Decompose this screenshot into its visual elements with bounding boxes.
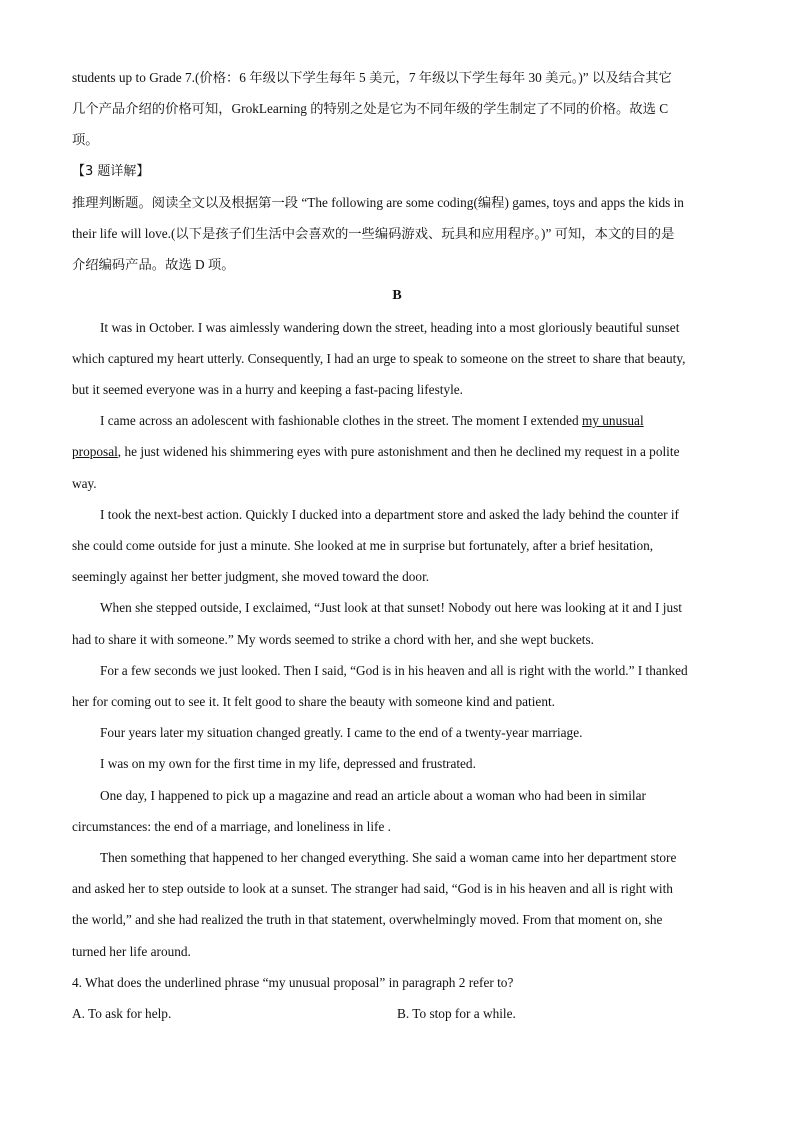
underlined-phrase: proposal xyxy=(72,444,118,460)
passage-line: I took the next-best action. Quickly I ducked into a department store and asked the lady behind the counter if xyxy=(100,506,679,522)
passage-line: which captured my heart utterly. Consequently, I had an urge to speak to someone on the street to share that beauty, xyxy=(72,350,686,366)
q3-explanation-line: 推理判断题。阅读全文以及根据第一段 “The following are some coding(编程) games, toys and apps the kids in xyxy=(72,194,684,210)
passage-line: For a few seconds we just looked. Then I said, “God is in his heaven and all is right with the world.” I thanked xyxy=(100,662,688,678)
passage-line: and asked her to step outside to look at a sunset. The stranger had said, “God is in his heaven and all is right with xyxy=(72,881,673,897)
q3-explanation-line: 介绍编码产品。故选 D 项。 xyxy=(72,257,235,273)
passage-text: , he just widened his shimmering eyes with pure astonishment and then he declined my request in a polite xyxy=(117,444,680,460)
passage-line: One day, I happened to pick up a magazine and read an article about a woman who had been in similar xyxy=(100,787,646,803)
passage-line: but it seemed everyone was in a hurry and keeping a fast-pacing lifestyle. xyxy=(72,382,464,398)
passage-line: had to share it with someone.” My words seemed to strike a chord with her, and she wept buckets. xyxy=(72,631,594,647)
section-title: B xyxy=(392,288,402,304)
option-a: A. To ask for help. xyxy=(72,1006,172,1022)
passage-line: way. xyxy=(72,475,97,491)
passage-line xyxy=(72,436,722,467)
q3-header: 【3 题详解】 xyxy=(72,163,150,179)
passage-line: the world,” and she had realized the truth in that statement, overwhelmingly moved. From that moment on, she xyxy=(72,912,663,928)
passage-line: Then something that happened to her changed everything. She said a woman came into her department store xyxy=(100,850,677,866)
answer-options xyxy=(72,998,722,1029)
passage-line: circumstances: the end of a marriage, and loneliness in life . xyxy=(72,818,392,834)
passage-line: It was in October. I was aimlessly wandering down the street, heading into a most gloriously beautiful sunset xyxy=(100,319,680,335)
option-b: B. To stop for a while. xyxy=(397,1006,516,1022)
passage-text: I came across an adolescent with fashionable clothes in the street. The moment I extended xyxy=(100,413,582,429)
underlined-phrase: my unusual xyxy=(581,413,644,429)
answer-text-line: students up to Grade 7.(价格：6 年级以下学生每年 5 美元，7 年级以下学生每年 30 美元。)” 以及结合其它 xyxy=(72,70,672,85)
answer-text-line: 几个产品介绍的价格可知，GrokLearning 的特别之处是它为不同年级的学生制定了不同的价格。故选 C xyxy=(72,101,669,117)
passage-line: When she stepped outside, I exclaimed, “Just look at that sunset! Nobody out here was looking at it and I just xyxy=(100,600,682,616)
passage-line: I was on my own for the first time in my life, depressed and frustrated. xyxy=(100,756,476,772)
passage-line: Four years later my situation changed greatly. I came to the end of a twenty-year marriage. xyxy=(100,725,583,741)
passage-line: her for coming out to see it. It felt good to share the beauty with someone kind and patient. xyxy=(72,694,555,710)
q3-explanation-line: their life will love.(以下是孩子们生活中会喜欢的一些编码游戏、玩具和应用程序。)” 可知，本文的目的是 xyxy=(72,226,675,242)
question-4: 4. What does the underlined phrase “my unusual proposal” in paragraph 2 refer to? xyxy=(72,974,514,990)
answer-text-line: 项。 xyxy=(72,132,99,148)
passage-line: seemingly against her better judgment, she moved toward the door. xyxy=(72,569,430,585)
passage-line xyxy=(72,405,722,436)
passage-line: she could come outside for just a minute. She looked at me in surprise but fortunately, after a brief hesitation, xyxy=(72,538,654,554)
document-page xyxy=(72,62,722,1029)
passage-line: turned her life around. xyxy=(72,943,191,959)
